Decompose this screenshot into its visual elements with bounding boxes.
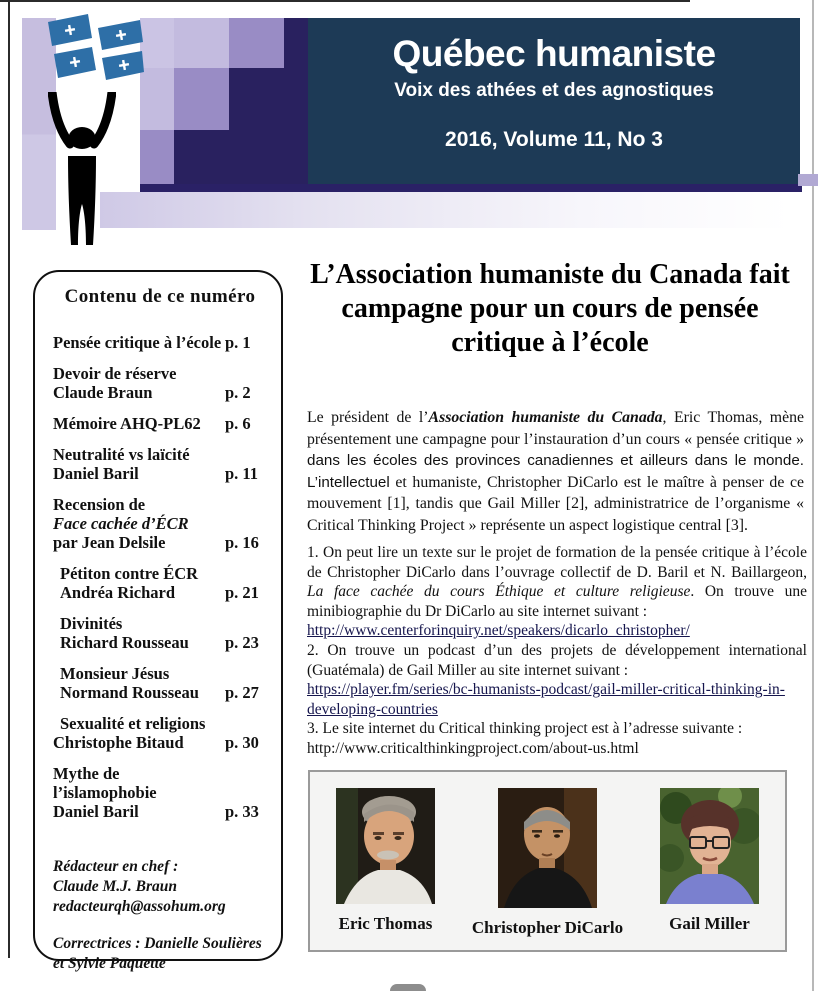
header-pale-band [100,192,790,228]
christopher-dicarlo-photo [498,788,597,908]
toc-page-number: p. 23 [225,633,259,652]
footnote-text: 2. On trouve un podcast d’un des projets de développement international (Guatémala) de Gail Miller au site internet suivant : [307,641,807,679]
toc-item-label: Monsieur Jésus [60,664,170,683]
correctors-block [53,934,267,974]
toc-item-author: Andréa Richard [60,583,176,602]
toc-page-number: p. 16 [225,533,259,552]
page-border-top [0,0,690,2]
footnote-book-title: La face cachée du cours Éthique et culture religieuse [307,583,691,601]
photo-caption: Eric Thomas [338,914,433,933]
toc-item-label: Divinités [60,614,123,633]
photo-caption: Gail Miller [669,914,750,933]
toc-item-label: Sexualité et religions [60,714,206,733]
toc-item-label: Recension de [53,495,146,514]
footnote-text: . On trouve une minibiographie du Dr DiCarlo au site internet suivant : [307,583,808,620]
footnote-3 [307,719,807,739]
person-eric-thomas [336,788,435,950]
stair-cell [284,18,308,68]
toc-item-recension [53,495,267,552]
toc-item-author: Daniel Baril [53,464,139,483]
toc-item-label: Mythe de l’islamophobie [53,764,157,802]
page-border-right [812,0,814,991]
toc-item-label: Devoir de réserve [53,364,177,383]
toc-title: Contenu de ce numéro [64,286,256,307]
toc-item-label: Pétiton contre ÉCR [60,564,199,583]
toc-item-author: Daniel Baril [53,802,139,821]
toc-item-book-title: Face cachée d’ÉCR [53,514,189,533]
toc-page-number: p. 1 [225,333,251,352]
toc-page-number: p. 21 [225,583,259,602]
stair-cell [229,130,284,184]
stair-cell [174,18,229,68]
toc-item-author: Richard Rousseau [60,633,189,652]
footnote-1 [307,543,807,621]
stair-cell [174,68,229,130]
toc-page-number: p. 11 [225,464,259,483]
toc-item-memoire-ahq [53,414,267,433]
stair-cell [229,68,284,130]
toc-item-label: Pensée critique à l’école [53,333,222,352]
stair-cell [174,130,229,184]
intro-text: Le président de l’ [307,409,429,426]
footnote-text: 1. On peut lire un texte sur le projet de formation de la pensée critique à l’école de Christopher DiCarlo dans l’ouvrage collectif de D. Baril et N. Baillargeon, [307,544,807,581]
dicarlo-bio-link[interactable]: http://www.centerforinquiry.net/speakers/dicarlo_christopher/ [307,622,690,640]
article-title: L’Association humaniste du Canada fait campagne pour un cours de pensée critique à l’école [310,259,790,358]
person-gail-miller [660,788,759,950]
gail-miller-photo [660,788,759,904]
critical-thinking-project-url: http://www.criticalthinkingproject.com/about-us.html [307,739,639,757]
toc-item-sexualite [53,714,267,752]
newsletter-issue: 2016, Volume 11, No 3 [445,128,663,151]
intro-text-sans: dans les écoles des provinces canadiennes et ailleurs dans le monde. L’intellectuel [307,452,804,491]
gail-miller-podcast-link[interactable]: https://player.fm/series/bc-humanists-podcast/gail-miller-critical-thinking-in-developing-countries [307,681,785,718]
article-intro-paragraph [307,407,804,536]
stair-cell [284,68,308,130]
editor-email: redacteurqh@assohum.org [53,898,226,915]
toc-item-pensee-critique [53,333,267,352]
photo-caption: Christopher DiCarlo [471,918,624,937]
toc-page-number: p. 6 [225,414,251,433]
staircase-decoration [140,18,308,184]
toc-item-label: Neutralité vs laïcité [53,445,190,464]
toc-item-author: par Jean Delsile [53,533,166,552]
toc-item-divinites [53,614,267,652]
toc-page-number: p. 2 [225,383,251,402]
intro-text: et humaniste, Christopher DiCarlo est le maître à penser de ce mouvement [1], tandis que Gail Miller [2], administratrice de l’organisme « Critical Thinking Project » représente un aspect logistique central [3]. [307,473,804,534]
page-border-left [8,0,10,958]
eric-thomas-photo [336,788,435,904]
footnotes [307,543,807,759]
stair-cell [284,130,308,184]
toc-page-number: p. 30 [225,733,259,752]
editor-role: Rédacteur en chef : [53,858,179,875]
photo-panel [308,770,787,952]
toc-item-petition [53,564,267,602]
correctors-line: Correctrices : Danielle Soulières [53,935,262,952]
header-lavender-chunk [798,174,818,186]
intro-association-name: Association humaniste du Canada [428,409,663,426]
toc-item-neutralite [53,445,267,483]
toc-item-label: Mémoire AHQ-PL62 [53,414,201,433]
toc-item-monsieur-jesus [53,664,267,702]
intro-text: , Eric Thomas, mène présentement une campagne pour l’instauration d’un cours « pensée critique » [307,409,804,448]
stair-cell [140,68,174,130]
toc-item-devoir-de-reserve [53,364,267,402]
toc-item-mythe-islamophobie [53,764,267,821]
toc-item-author: Normand Rousseau [60,683,199,702]
person-christopher-dicarlo [472,788,623,950]
editor-name: Claude M.J. Braun [53,878,178,895]
toc-page-number: p. 33 [225,802,259,821]
masthead [308,18,800,184]
newsletter-subtitle: Voix des athées et des agnostiques [394,80,714,101]
table-of-contents [33,270,283,972]
happy-human-icon [48,92,116,245]
correctors-line: et Sylvie Paquette [53,955,166,972]
footnote-2 [307,641,807,680]
bottom-tab [390,984,426,991]
stair-cell [140,18,174,68]
header-indigo-strip [140,184,802,192]
stair-cell [140,130,174,184]
toc-item-author: Christophe Bitaud [53,733,184,752]
newsletter-title: Québec humaniste [392,33,716,74]
toc-item-author: Claude Braun [53,383,153,402]
toc-page-number: p. 27 [225,683,259,702]
quebec-flag-icon [44,10,144,96]
footnote-text: 3. Le site internet du Critical thinking project est à l’adresse suivante : [307,720,743,738]
stair-cell [229,18,284,68]
editor-block [53,857,267,917]
